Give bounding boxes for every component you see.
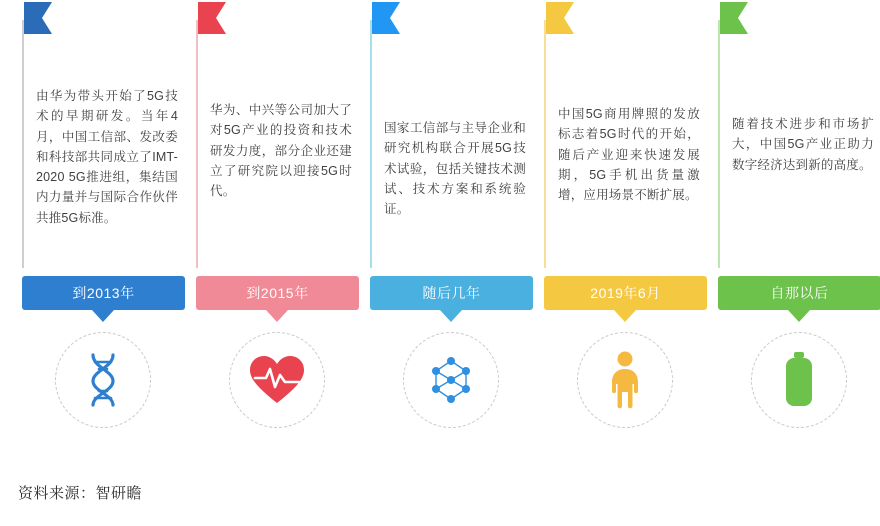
timeline-icon-circle-4 — [577, 332, 673, 428]
timeline-label-5[interactable] — [718, 276, 880, 310]
timeline-label-text-1: 到2013年 — [72, 285, 135, 301]
timeline-label-text-2: 到2015年 — [246, 285, 309, 301]
timeline-column-4 — [544, 0, 710, 301]
timeline-text-5: 随着技术进步和市场扩大，中国5G产业正助力数字经济达到新的高度。 — [732, 117, 874, 172]
timeline-icon-circle-2 — [229, 332, 325, 428]
timeline-stem-3 — [370, 20, 372, 268]
dna-helix-icon — [81, 351, 125, 409]
timeline-column-1 — [22, 0, 188, 301]
timeline-pointer-3 — [440, 310, 462, 322]
battery-icon — [782, 351, 816, 409]
flag-marker-3 — [370, 0, 400, 52]
flag-marker-5 — [718, 0, 748, 52]
timeline-column-3 — [370, 0, 536, 301]
flag-marker-4 — [544, 0, 574, 52]
timeline-column-2 — [196, 0, 362, 301]
timeline-pointer-1 — [92, 310, 114, 322]
flag-marker-2 — [196, 0, 226, 52]
timeline-label-2[interactable] — [196, 276, 359, 310]
source-note: 资料来源：智研瞻 — [18, 485, 143, 502]
timeline-label-text-4: 2019年6月 — [590, 285, 661, 301]
timeline-pointer-5 — [788, 310, 810, 322]
timeline-text-3: 国家工信部与主导企业和研究机构联合开展5G技术试验，包括关键技术测试、技术方案和系统验证。 — [384, 121, 526, 216]
timeline-stem-1 — [22, 20, 24, 268]
timeline-label-4[interactable] — [544, 276, 707, 310]
timeline-column-5 — [718, 0, 880, 301]
timeline-icon-circle-5 — [751, 332, 847, 428]
timeline-stem-4 — [544, 20, 546, 268]
timeline-icon-circle-3 — [403, 332, 499, 428]
person-icon — [605, 350, 645, 410]
timeline-label-text-5: 自那以后 — [770, 285, 829, 301]
network-nodes-icon — [422, 351, 480, 409]
timeline-pointer-2 — [266, 310, 288, 322]
timeline-text-1: 由华为带头开始了5G技术的早期研发。当年4月，中国工信部、发改委和科技部共同成立了IMT-2020 5G推进组，集结国内力量并与国际合作伙伴共推5G标准。 — [36, 89, 178, 225]
timeline-label-3[interactable] — [370, 276, 533, 310]
timeline-stem-5 — [718, 20, 720, 268]
heart-pulse-icon — [248, 354, 306, 406]
timeline-label-1[interactable] — [22, 276, 185, 310]
timeline-pointer-4 — [614, 310, 636, 322]
timeline-stem-2 — [196, 20, 198, 268]
timeline-text-4: 中国5G商用牌照的发放标志着5G时代的开始，随后产业迎来快速发展期，5G手机出货量激增，应用场景不断扩展。 — [558, 107, 700, 202]
timeline-label-text-3: 随后几年 — [422, 285, 481, 301]
timeline-icon-circle-1 — [55, 332, 151, 428]
flag-marker-1 — [22, 0, 52, 52]
timeline-text-2: 华为、中兴等公司加大了对5G产业的投资和技术研发力度，部分企业还建立了研究院以迎接5G时代。 — [210, 103, 352, 198]
